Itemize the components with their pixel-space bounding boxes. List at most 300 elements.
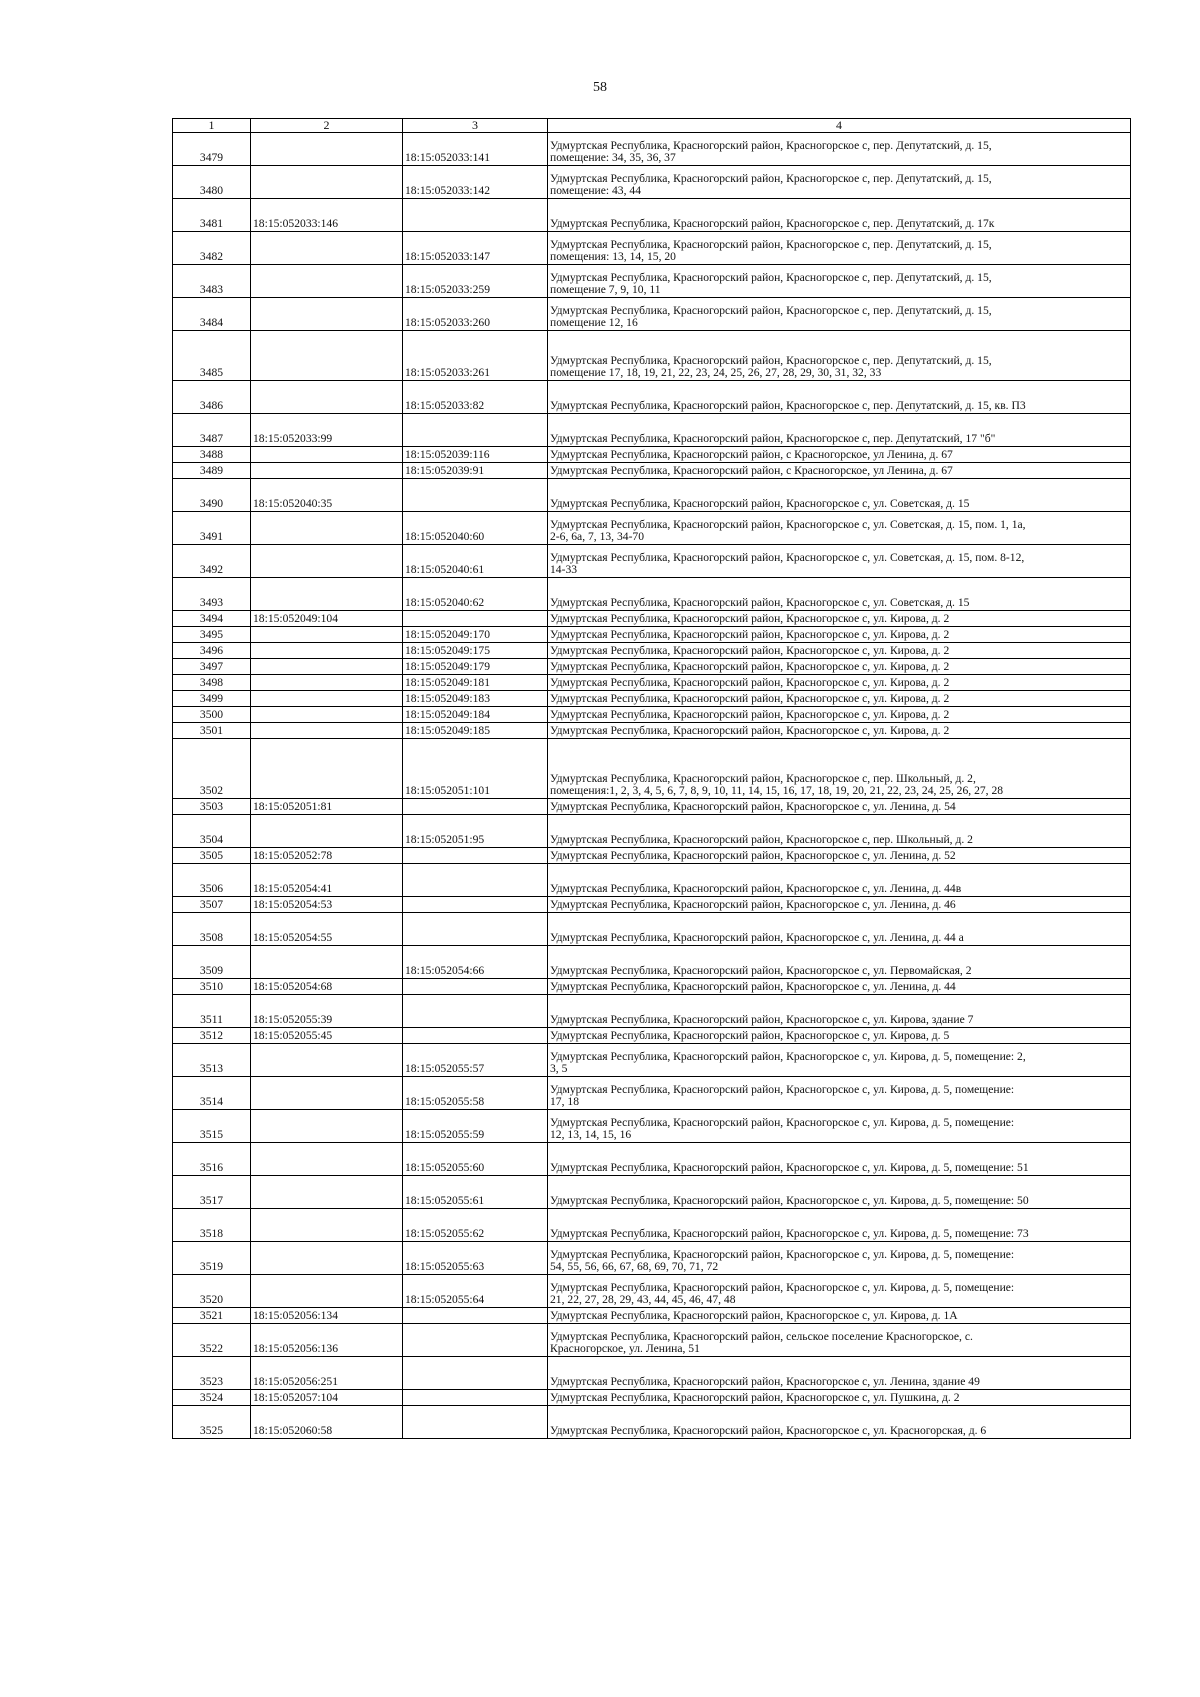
address-cell [548, 1275, 1131, 1308]
table-row [173, 913, 1131, 946]
cadastral-number-cell [251, 1209, 403, 1242]
row-number-cell: 3509 [173, 946, 251, 979]
table-row [173, 995, 1131, 1028]
address-cell [548, 1308, 1131, 1324]
row-number-cell: 3516 [173, 1143, 251, 1176]
address-cell [548, 1390, 1131, 1406]
cadastral-number-cell [251, 265, 403, 298]
address-cell [548, 1176, 1131, 1209]
address-line: Красногорское, ул. Ленина, 51 [550, 1342, 700, 1356]
cadastral-number-cell [403, 479, 548, 512]
row-number-cell: 3501 [173, 723, 251, 739]
address-line: Удмуртская Республика, Красногорский район, Красногорское с, ул. Пушкина, д. 2 [550, 1391, 960, 1405]
cadastral-number-cell [251, 815, 403, 848]
address-line: Удмуртская Республика, Красногорский район, Красногорское с, ул. Красногорская, д. 6 [550, 1424, 987, 1438]
cadastral-number-cell [251, 463, 403, 479]
address-line: Удмуртская Республика, Красногорский район, Красногорское с, ул. Кирова, д. 2 [550, 660, 950, 674]
cadastral-number-cell: 18:15:052055:39 [251, 995, 403, 1028]
address-line: Удмуртская Республика, Красногорский район, Красногорское с, ул. Кирова, д. 2 [550, 692, 950, 706]
address-line: 17, 18 [550, 1095, 579, 1109]
address-line: Удмуртская Республика, Красногорский район, Красногорское с, ул. Ленина, д. 44 а [550, 931, 964, 945]
cadastral-number-cell: 18:15:052051:81 [251, 799, 403, 815]
cadastral-number-cell [403, 979, 548, 995]
row-number-cell: 3524 [173, 1390, 251, 1406]
row-number-cell: 3500 [173, 707, 251, 723]
address-cell [548, 1242, 1131, 1275]
cadastral-number-cell: 18:15:052033:146 [251, 199, 403, 232]
row-number-cell: 3498 [173, 675, 251, 691]
cadastral-number-cell: 18:15:052040:35 [251, 479, 403, 512]
cadastral-number-cell [251, 946, 403, 979]
cadastral-number-cell [251, 643, 403, 659]
table-row [173, 232, 1131, 265]
cadastral-number-cell: 18:15:052033:141 [403, 133, 548, 166]
table-row [173, 578, 1131, 611]
cadastral-number-cell: 18:15:052033:99 [251, 414, 403, 447]
cadastral-number-cell: 18:15:052049:104 [251, 611, 403, 627]
cadastral-number-cell [251, 691, 403, 707]
address-line: Удмуртская Республика, Красногорский район, Красногорское с, ул. Кирова, д. 2 [550, 644, 950, 658]
address-line: Удмуртская Республика, Красногорский район, Красногорское с, пер. Депутатский, д. 15, [550, 353, 992, 367]
cadastral-number-cell [403, 848, 548, 864]
cadastral-number-cell [403, 1406, 548, 1439]
cadastral-number-cell: 18:15:052060:58 [251, 1406, 403, 1439]
cadastral-number-cell: 18:15:052039:91 [403, 463, 548, 479]
address-cell [548, 479, 1131, 512]
row-number-cell: 3484 [173, 298, 251, 331]
address-line: Удмуртская Республика, Красногорский район, Красногорское с, ул. Кирова, д. 5, помещение: 2, [550, 1049, 1026, 1063]
cadastral-number-cell: 18:15:052055:61 [403, 1176, 548, 1209]
row-number-cell: 3511 [173, 995, 251, 1028]
row-number-cell: 3506 [173, 864, 251, 897]
address-line: 54, 55, 56, 66, 67, 68, 69, 70, 71, 72 [550, 1260, 719, 1274]
address-line: Удмуртская Республика, Красногорский район, Красногорское с, ул. Кирова, д. 2 [550, 724, 950, 738]
cadastral-number-cell: 18:15:052054:53 [251, 897, 403, 913]
table-row [173, 1077, 1131, 1110]
table-row [173, 447, 1131, 463]
address-cell [548, 799, 1131, 815]
address-line: Удмуртская Республика, Красногорский район, Красногорское с, ул. Советская, д. 15, пом. 1, 1а, [550, 517, 1026, 531]
table-row [173, 946, 1131, 979]
address-line: помещение 12, 16 [550, 316, 638, 330]
row-number-cell: 3515 [173, 1110, 251, 1143]
table-row [173, 1406, 1131, 1439]
row-number-cell: 3518 [173, 1209, 251, 1242]
row-number-cell: 3505 [173, 848, 251, 864]
table-row [173, 691, 1131, 707]
cadastral-number-cell [251, 723, 403, 739]
table-row [173, 1176, 1131, 1209]
row-number-cell: 3522 [173, 1324, 251, 1357]
address-cell [548, 946, 1131, 979]
column-header-1: 1 [173, 119, 251, 133]
address-line: Удмуртская Республика, Красногорский район, Красногорское с, ул. Ленина, д. 54 [550, 800, 956, 814]
row-number-cell: 3519 [173, 1242, 251, 1275]
table-row [173, 1028, 1131, 1044]
address-line: Удмуртская Республика, Красногорский район, Красногорское с, ул. Кирова, д. 1А [550, 1309, 958, 1323]
address-cell [548, 545, 1131, 578]
row-number-cell: 3481 [173, 199, 251, 232]
address-line: Удмуртская Республика, Красногорский район, Красногорское с, ул. Ленина, д. 46 [550, 898, 956, 912]
table-row [173, 739, 1131, 799]
address-cell [548, 691, 1131, 707]
row-number-cell: 3510 [173, 979, 251, 995]
cadastral-number-cell [403, 199, 548, 232]
cadastral-number-cell [251, 1275, 403, 1308]
table-row [173, 675, 1131, 691]
address-line: помещение: 43, 44 [550, 184, 641, 198]
table-row [173, 199, 1131, 232]
cadastral-number-cell [403, 1390, 548, 1406]
cadastral-number-cell [251, 331, 403, 381]
table-row [173, 1324, 1131, 1357]
address-cell [548, 1209, 1131, 1242]
header-row [173, 119, 1131, 133]
cadastral-number-cell [403, 1324, 548, 1357]
table-row [173, 1110, 1131, 1143]
cadastral-number-cell [251, 447, 403, 463]
row-number-cell: 3521 [173, 1308, 251, 1324]
address-cell [548, 979, 1131, 995]
address-line: Удмуртская Республика, Красногорский район, Красногорское с, ул. Ленина, д. 44 [550, 980, 956, 994]
cadastral-number-cell [403, 414, 548, 447]
address-cell [548, 675, 1131, 691]
address-line: Удмуртская Республика, Красногорский район, Красногорское с, ул. Кирова, д. 5, помещение: [550, 1082, 1015, 1096]
address-line: Удмуртская Республика, Красногорский район, Красногорское с, ул. Кирова, д. 5, помещение: [550, 1115, 1015, 1129]
cadastral-number-cell [403, 1357, 548, 1390]
row-number-cell: 3499 [173, 691, 251, 707]
address-line: помещения:1, 2, 3, 4, 5, 6, 7, 8, 9, 10, 11, 14, 15, 16, 17, 18, 19, 20, 21, 22, 23, 24, 25, 26, 27, 28 [550, 784, 1004, 798]
cadastral-number-cell [403, 1308, 548, 1324]
cadastral-number-cell: 18:15:052057:104 [251, 1390, 403, 1406]
address-line: Удмуртская Республика, Красногорский район, Красногорское с, пер. Депутатский, д. 15, [550, 303, 992, 317]
cadastral-number-cell: 18:15:052055:64 [403, 1275, 548, 1308]
cadastral-number-cell: 18:15:052049:183 [403, 691, 548, 707]
row-number-cell: 3512 [173, 1028, 251, 1044]
table-row [173, 414, 1131, 447]
address-line: 21, 22, 27, 28, 29, 43, 44, 45, 46, 47, 48 [550, 1293, 736, 1307]
table-row [173, 897, 1131, 913]
address-cell [548, 298, 1131, 331]
column-header-4: 4 [548, 119, 1131, 133]
table-row [173, 1357, 1131, 1390]
address-cell [548, 864, 1131, 897]
cadastral-number-cell [251, 133, 403, 166]
cadastral-number-cell: 18:15:052054:55 [251, 913, 403, 946]
table-row [173, 864, 1131, 897]
address-cell [548, 381, 1131, 414]
address-line: Удмуртская Республика, Красногорский район, Красногорское с, ул. Кирова, д. 2 [550, 628, 950, 642]
address-line: Удмуртская Республика, Красногорский район, Красногорское с, пер. Школьный, д. 2, [550, 771, 976, 785]
table-row [173, 545, 1131, 578]
address-line: Удмуртская Республика, Красногорский район, Красногорское с, пер. Школьный, д. 2 [550, 833, 973, 847]
address-cell [548, 199, 1131, 232]
address-line: Удмуртская Республика, Красногорский район, Красногорское с, ул. Ленина, д. 44в [550, 882, 962, 896]
address-line: Удмуртская Республика, Красногорский район, Красногорское с, ул. Ленина, здание 49 [550, 1375, 980, 1389]
row-number-cell: 3493 [173, 578, 251, 611]
cadastral-number-cell [403, 897, 548, 913]
address-line: Удмуртская Республика, Красногорский район, Красногорское с, ул. Кирова, д. 5, помещение: 51 [550, 1161, 1029, 1175]
address-line: помещения: 13, 14, 15, 20 [550, 250, 676, 264]
address-cell [548, 265, 1131, 298]
cadastral-number-cell [251, 739, 403, 799]
address-cell [548, 1143, 1131, 1176]
address-line: Удмуртская Республика, Красногорский район, Красногорское с, пер. Депутатский, д. 15, кв. П3 [550, 399, 1026, 413]
address-line: Удмуртская Республика, Красногорский район, Красногорское с, ул. Кирова, д. 5 [550, 1029, 950, 1043]
table-row [173, 1308, 1131, 1324]
address-cell [548, 815, 1131, 848]
table-row [173, 1275, 1131, 1308]
address-cell [548, 739, 1131, 799]
table-row [173, 479, 1131, 512]
address-cell [548, 1357, 1131, 1390]
cadastral-number-cell: 18:15:052054:41 [251, 864, 403, 897]
address-line: Удмуртская Республика, Красногорский район, Красногорское с, ул. Кирова, д. 5, помещение: [550, 1280, 1015, 1294]
cadastral-number-cell [403, 1028, 548, 1044]
cadastral-number-cell: 18:15:052054:68 [251, 979, 403, 995]
address-cell [548, 578, 1131, 611]
address-cell [548, 1406, 1131, 1439]
address-cell [548, 1077, 1131, 1110]
table-row [173, 166, 1131, 199]
address-cell [548, 1028, 1131, 1044]
row-number-cell: 3490 [173, 479, 251, 512]
row-number-cell: 3523 [173, 1357, 251, 1390]
table-row [173, 1143, 1131, 1176]
cadastral-number-cell [251, 381, 403, 414]
cadastral-number-cell [251, 1044, 403, 1077]
address-cell [548, 331, 1131, 381]
cadastral-number-cell [251, 232, 403, 265]
address-cell [548, 913, 1131, 946]
table-row [173, 848, 1131, 864]
cadastral-number-cell: 18:15:052052:78 [251, 848, 403, 864]
cadastral-number-cell [251, 166, 403, 199]
address-line: Удмуртская Республика, Красногорский район, с Красногорское, ул Ленина, д. 67 [550, 448, 953, 462]
address-cell [548, 627, 1131, 643]
address-line: Удмуртская Республика, Красногорский район, Красногорское с, ул. Кирова, д. 2 [550, 708, 950, 722]
cadastral-number-cell: 18:15:052051:95 [403, 815, 548, 848]
row-number-cell: 3488 [173, 447, 251, 463]
row-number-cell: 3520 [173, 1275, 251, 1308]
row-number-cell: 3496 [173, 643, 251, 659]
row-number-cell: 3487 [173, 414, 251, 447]
page-number: 58 [593, 80, 607, 95]
address-cell [548, 1044, 1131, 1077]
table-row [173, 381, 1131, 414]
row-number-cell: 3504 [173, 815, 251, 848]
address-line: Удмуртская Республика, Красногорский район, сельское поселение Красногорское, с. [550, 1329, 973, 1343]
cadastral-number-cell: 18:15:052055:60 [403, 1143, 548, 1176]
cadastral-number-cell: 18:15:052033:82 [403, 381, 548, 414]
address-cell [548, 232, 1131, 265]
table-row [173, 298, 1131, 331]
table-row [173, 1044, 1131, 1077]
address-line: 12, 13, 14, 15, 16 [550, 1128, 632, 1142]
column-header-2: 2 [251, 119, 403, 133]
cadastral-number-cell: 18:15:052040:60 [403, 512, 548, 545]
cadastral-number-cell: 18:15:052033:260 [403, 298, 548, 331]
table-row [173, 463, 1131, 479]
address-line: 3, 5 [550, 1062, 568, 1076]
table-row [173, 133, 1131, 166]
table-row [173, 799, 1131, 815]
cadastral-number-cell [251, 298, 403, 331]
row-number-cell: 3480 [173, 166, 251, 199]
address-cell [548, 447, 1131, 463]
table-row [173, 512, 1131, 545]
cadastral-number-cell: 18:15:052039:116 [403, 447, 548, 463]
table-row [173, 1242, 1131, 1275]
row-number-cell: 3485 [173, 331, 251, 381]
address-cell [548, 1324, 1131, 1357]
cadastral-number-cell: 18:15:052049:184 [403, 707, 548, 723]
row-number-cell: 3486 [173, 381, 251, 414]
cadastral-number-cell: 18:15:052054:66 [403, 946, 548, 979]
cadastral-number-cell: 18:15:052051:101 [403, 739, 548, 799]
table-row [173, 979, 1131, 995]
cadastral-number-cell [251, 1242, 403, 1275]
address-line: Удмуртская Республика, Красногорский район, Красногорское с, ул. Кирова, д. 5, помещение: 50 [550, 1194, 1029, 1208]
cadastral-number-cell [251, 1176, 403, 1209]
address-line: помещение 7, 9, 10, 11 [550, 283, 661, 297]
address-line: Удмуртская Республика, Красногорский район, Красногорское с, ул. Советская, д. 15 [550, 596, 970, 610]
row-number-cell: 3514 [173, 1077, 251, 1110]
address-line: Удмуртская Республика, Красногорский район, Красногорское с, ул. Кирова, здание 7 [550, 1013, 974, 1027]
row-number-cell: 3492 [173, 545, 251, 578]
registry-table [172, 118, 1131, 1439]
cadastral-number-cell [403, 913, 548, 946]
cadastral-number-cell [251, 627, 403, 643]
row-number-cell: 3491 [173, 512, 251, 545]
cadastral-number-cell: 18:15:052055:45 [251, 1028, 403, 1044]
cadastral-number-cell [251, 1077, 403, 1110]
address-cell [548, 512, 1131, 545]
cadastral-number-cell [251, 578, 403, 611]
cadastral-number-cell: 18:15:052049:170 [403, 627, 548, 643]
cadastral-number-cell: 18:15:052033:261 [403, 331, 548, 381]
cadastral-number-cell [251, 545, 403, 578]
cadastral-number-cell: 18:15:052040:61 [403, 545, 548, 578]
address-cell [548, 659, 1131, 675]
address-line: Удмуртская Республика, Красногорский район, Красногорское с, ул. Кирова, д. 2 [550, 612, 950, 626]
cadastral-number-cell [251, 659, 403, 675]
address-cell [548, 723, 1131, 739]
row-number-cell: 3502 [173, 739, 251, 799]
cadastral-number-cell: 18:15:052049:181 [403, 675, 548, 691]
row-number-cell: 3513 [173, 1044, 251, 1077]
cadastral-number-cell: 18:15:052049:179 [403, 659, 548, 675]
address-line: 14-33 [550, 563, 578, 577]
address-line: Удмуртская Республика, Красногорский район, Красногорское с, ул. Кирова, д. 5, помещение: [550, 1247, 1015, 1261]
address-cell [548, 414, 1131, 447]
address-line: Удмуртская Республика, Красногорский район, Красногорское с, пер. Депутатский, д. 15, [550, 237, 992, 251]
cadastral-number-cell: 18:15:052056:251 [251, 1357, 403, 1390]
cadastral-number-cell: 18:15:052055:57 [403, 1044, 548, 1077]
cadastral-number-cell: 18:15:052056:134 [251, 1308, 403, 1324]
row-number-cell: 3503 [173, 799, 251, 815]
address-line: Удмуртская Республика, Красногорский район, Красногорское с, пер. Депутатский, д. 15, [550, 138, 992, 152]
cadastral-number-cell: 18:15:052033:142 [403, 166, 548, 199]
cadastral-number-cell: 18:15:052056:136 [251, 1324, 403, 1357]
address-cell [548, 995, 1131, 1028]
address-cell [548, 133, 1131, 166]
table-row [173, 643, 1131, 659]
address-cell [548, 897, 1131, 913]
cadastral-number-cell [403, 611, 548, 627]
address-line: Удмуртская Республика, Красногорский район, Красногорское с, ул. Ленина, д. 52 [550, 849, 956, 863]
cadastral-number-cell [403, 995, 548, 1028]
address-line: Удмуртская Республика, Красногорский район, с Красногорское, ул Ленина, д. 67 [550, 464, 953, 478]
cadastral-number-cell: 18:15:052040:62 [403, 578, 548, 611]
cadastral-number-cell [251, 1110, 403, 1143]
table-row [173, 265, 1131, 298]
column-header-3: 3 [403, 119, 548, 133]
row-number-cell: 3497 [173, 659, 251, 675]
table-row [173, 1390, 1131, 1406]
row-number-cell: 3495 [173, 627, 251, 643]
address-line: Удмуртская Республика, Красногорский район, Красногорское с, ул. Кирова, д. 5, помещение: 73 [550, 1227, 1029, 1241]
table-header [173, 119, 1131, 133]
address-line: помещение: 34, 35, 36, 37 [550, 151, 676, 165]
row-number-cell: 3479 [173, 133, 251, 166]
address-cell [548, 166, 1131, 199]
row-number-cell: 3517 [173, 1176, 251, 1209]
row-number-cell: 3507 [173, 897, 251, 913]
cadastral-number-cell: 18:15:052033:147 [403, 232, 548, 265]
row-number-cell: 3508 [173, 913, 251, 946]
cadastral-number-cell [403, 864, 548, 897]
address-cell [548, 1110, 1131, 1143]
address-line: Удмуртская Республика, Красногорский район, Красногорское с, ул. Советская, д. 15, пом. 8-12, [550, 550, 1025, 564]
cadastral-number-cell: 18:15:052055:62 [403, 1209, 548, 1242]
address-line: Удмуртская Республика, Красногорский район, Красногорское с, ул. Советская, д. 15 [550, 497, 970, 511]
cadastral-number-cell: 18:15:052055:58 [403, 1077, 548, 1110]
address-line: Удмуртская Республика, Красногорский район, Красногорское с, пер. Депутатский, д. 15, [550, 171, 992, 185]
cadastral-number-cell: 18:15:052055:59 [403, 1110, 548, 1143]
address-cell [548, 707, 1131, 723]
address-cell [548, 611, 1131, 627]
address-line: Удмуртская Республика, Красногорский район, Красногорское с, пер. Депутатский, д. 17к [550, 217, 995, 231]
table-row [173, 707, 1131, 723]
table-row [173, 659, 1131, 675]
address-line: помещение 17, 18, 19, 21, 22, 23, 24, 25, 26, 27, 28, 29, 30, 31, 32, 33 [550, 366, 882, 380]
cadastral-number-cell [251, 512, 403, 545]
row-number-cell: 3525 [173, 1406, 251, 1439]
cadastral-number-cell: 18:15:052049:185 [403, 723, 548, 739]
cadastral-number-cell [251, 675, 403, 691]
table-row [173, 331, 1131, 381]
cadastral-number-cell [251, 707, 403, 723]
address-line: Удмуртская Республика, Красногорский район, Красногорское с, ул. Кирова, д. 2 [550, 676, 950, 690]
address-cell [548, 848, 1131, 864]
address-line: 2-6, 6а, 7, 13, 34-70 [550, 530, 645, 544]
cadastral-number-cell: 18:15:052049:175 [403, 643, 548, 659]
address-line: Удмуртская Республика, Красногорский район, Красногорское с, пер. Депутатский, 17 "б" [550, 432, 996, 446]
cadastral-number-cell: 18:15:052055:63 [403, 1242, 548, 1275]
address-line: Удмуртская Республика, Красногорский район, Красногорское с, ул. Первомайская, 2 [550, 964, 972, 978]
address-line: Удмуртская Республика, Красногорский район, Красногорское с, пер. Депутатский, д. 15, [550, 270, 992, 284]
table-row [173, 627, 1131, 643]
address-cell [548, 643, 1131, 659]
cadastral-number-cell [251, 1143, 403, 1176]
table-row [173, 1209, 1131, 1242]
table-row [173, 723, 1131, 739]
cadastral-number-cell [403, 799, 548, 815]
table-row [173, 815, 1131, 848]
row-number-cell: 3494 [173, 611, 251, 627]
row-number-cell: 3489 [173, 463, 251, 479]
